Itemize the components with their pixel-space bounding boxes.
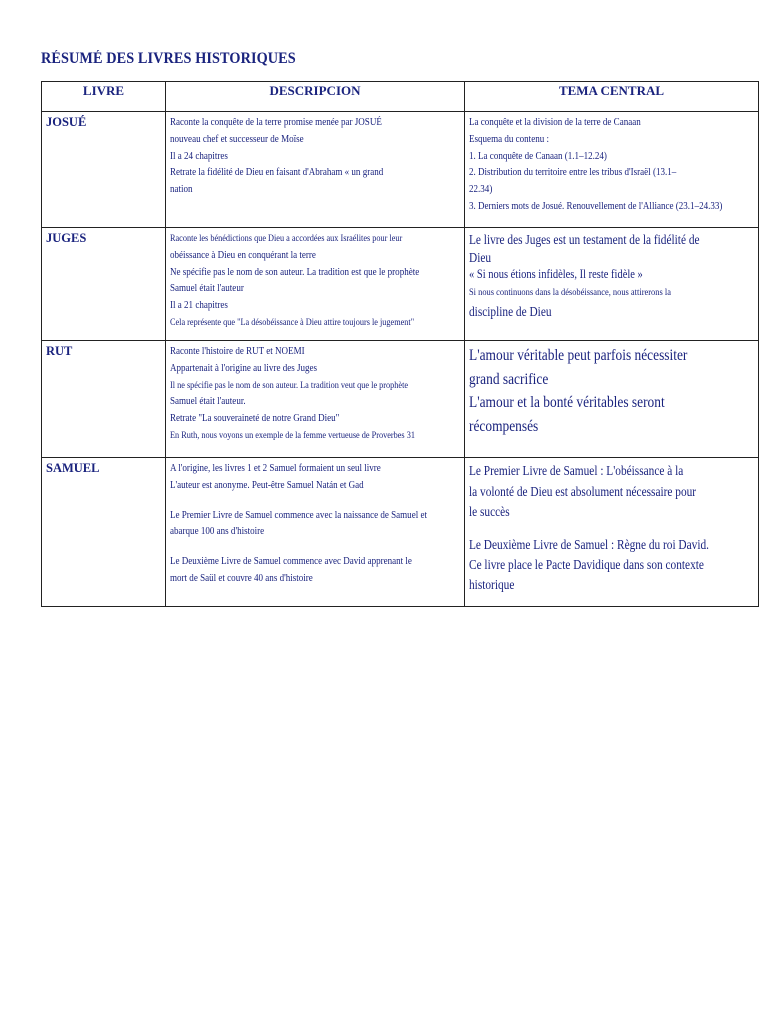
theme-line: historique — [469, 576, 515, 592]
book-cell — [42, 112, 166, 228]
theme-line: Esquema du contenu : — [469, 133, 550, 145]
theme-line: Dieu — [469, 249, 492, 265]
theme-line: 2. Distribution du territoire entre les tribus d'Israël (13.1– — [469, 167, 677, 179]
description-line: nation — [170, 184, 193, 196]
book-name: SAMUEL — [46, 461, 100, 475]
description-line: Raconte les bénédictions que Dieu a accordées aux Israélites pour leur — [170, 233, 403, 244]
theme-line: « Si nous étions infidèles, Il reste fidèle » — [469, 267, 643, 281]
theme-cell — [465, 228, 759, 341]
description-line: Il a 21 chapitres — [170, 300, 228, 312]
header-descripcion: DESCRIPCION — [166, 82, 465, 112]
theme-cell — [465, 341, 759, 458]
theme-line: 22.34) — [469, 184, 493, 196]
description-line: Cela représente que "La désobéissance à Dieu attire toujours le jugement" — [170, 316, 415, 328]
description-line: Samuel était l'auteur — [170, 283, 244, 295]
theme-line: la volonté de Dieu est absolument nécessaire pour — [469, 483, 697, 499]
description-line: mort de Saül et couvre 40 ans d'histoire — [170, 572, 313, 584]
description-cell — [166, 341, 465, 458]
description-cell — [166, 112, 465, 228]
description-line: Raconte l'histoire de RUT et NOEMI — [170, 346, 305, 357]
description-cell — [166, 458, 465, 607]
book-cell — [42, 228, 166, 341]
description-line: Samuel était l'auteur. — [170, 396, 246, 408]
description-line: Ne spécifie pas le nom de son auteur. La tradition est que le prophète — [170, 266, 420, 278]
description-line: Le Premier Livre de Samuel commence avec la naissance de Samuel et — [170, 509, 428, 521]
header-livre: LIVRE — [42, 82, 166, 112]
theme-line: L'amour véritable peut parfois nécessiter — [469, 347, 688, 364]
table-row — [42, 112, 759, 228]
theme-line: 1. La conquête de Canaan (1.1–12.24) — [469, 150, 607, 162]
header-tema-central: TEMA CENTRAL — [465, 82, 759, 112]
description-cell — [166, 228, 465, 341]
description-line: Retrate la fidélité de Dieu en faisant d'Abraham « un grand — [170, 167, 384, 179]
summary-table — [41, 81, 759, 607]
book-cell — [42, 458, 166, 607]
description-line: abarque 100 ans d'histoire — [170, 526, 265, 538]
description-line: Il a 24 chapitres — [170, 150, 228, 162]
table-row — [42, 458, 759, 607]
book-name: RUT — [46, 344, 73, 358]
table-row — [42, 341, 759, 458]
theme-line: Le Premier Livre de Samuel : L'obéissance à la — [469, 463, 684, 478]
description-line: Le Deuxième Livre de Samuel commence avec David apprenant le — [170, 556, 412, 568]
theme-cell — [465, 458, 759, 607]
book-name: JUGES — [46, 231, 87, 245]
description-line: Raconte la conquête de la terre promise menée par JOSUÉ — [170, 117, 382, 128]
theme-line: L'amour et la bonté véritables seront — [469, 394, 665, 411]
theme-line: discipline de Dieu — [469, 303, 552, 319]
description-line: Appartenait à l'origine au livre des Juges — [170, 362, 318, 374]
theme-line: grand sacrifice — [469, 370, 549, 388]
description-line: nouveau chef et successeur de Moïse — [170, 133, 304, 145]
description-line: A l'origine, les livres 1 et 2 Samuel formaient un seul livre — [170, 463, 381, 474]
description-line: obéissance à Dieu en conquérant la terre — [170, 249, 316, 261]
description-line: Il ne spécifie pas le nom de son auteur. La tradition veut que le prophète — [170, 379, 409, 391]
theme-cell — [465, 112, 759, 228]
theme-line: La conquête et la division de la terre de Canaan — [469, 117, 641, 128]
description-line: En Ruth, nous voyons un exemple de la femme vertueuse de Proverbes 31 — [170, 429, 415, 441]
theme-line: récompensés — [469, 417, 539, 435]
description-line: Retrate "La souveraineté de notre Grand Dieu" — [170, 413, 340, 425]
theme-line: Le livre des Juges est un testament de la fidélité de — [469, 232, 700, 247]
book-name: JOSUÉ — [46, 115, 87, 129]
table-header-row — [42, 82, 759, 112]
table-row — [42, 228, 759, 341]
book-cell — [42, 341, 166, 458]
theme-line: Ce livre place le Pacte Davidique dans son contexte — [469, 557, 704, 572]
theme-line: Si nous continuons dans la désobéissance, nous attirerons la — [469, 286, 671, 298]
theme-line: Le Deuxième Livre de Samuel : Règne du roi David. — [469, 536, 709, 552]
theme-line: le succès — [469, 504, 510, 519]
document-title: RÉSUMÉ DES LIVRES HISTORIQUES — [41, 50, 296, 67]
description-line: L'auteur est anonyme. Peut-être Samuel Natán et Gad — [170, 479, 364, 491]
theme-line: 3. Derniers mots de Josué. Renouvellement de l'Alliance (23.1–24.33) — [469, 200, 723, 212]
